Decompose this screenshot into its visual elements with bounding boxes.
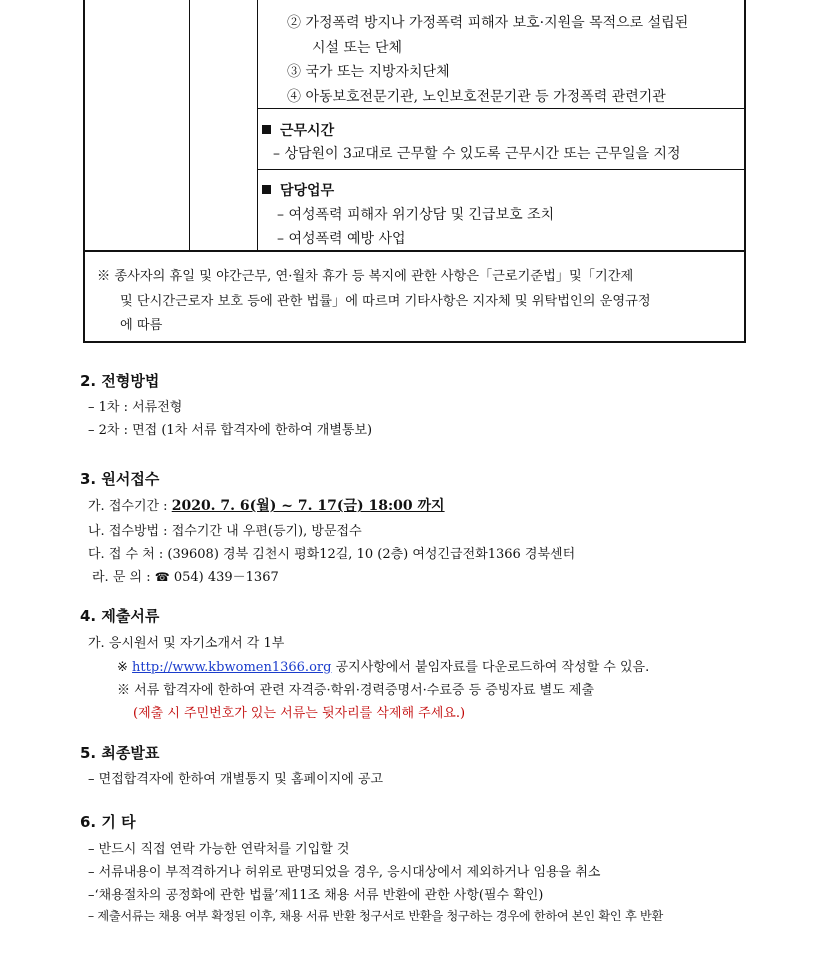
- application-period-label: 가. 접수기간 :: [88, 499, 168, 514]
- section-6-item-2: – 서류내용이 부적격하거나 허위로 판명되었을 경우, 응시대상에서 제외하거나 임용을 취소: [88, 865, 601, 880]
- website-link[interactable]: http://www.kbwomen1366.org: [132, 660, 332, 675]
- section-5-title: 5. 최종발표: [80, 744, 160, 762]
- section-4-note-1: [117, 656, 649, 675]
- section-6-item-3: –‘채용절차의 공정화에 관한 법률’제11조 채용 서류 반환에 관한 사항(필수 확인): [88, 888, 544, 903]
- duties-title: 담당업무: [280, 183, 335, 199]
- application-period: [88, 495, 445, 515]
- section-2-title: 2. 전형방법: [80, 372, 160, 390]
- table-column-divider-1: [189, 0, 190, 250]
- note-1-suffix: 공지사항에서 붙임자료를 다운로드하여 작성할 수 있음.: [335, 660, 650, 675]
- table-column-divider-2: [257, 0, 258, 250]
- section-3-title: 3. 원서접수: [80, 470, 160, 488]
- section-6-item-4: – 제출서류는 채용 여부 확정된 이후, 채용 서류 반환 청구서로 반환을 청구하는 경우에 한하여 본인 확인 후 반환: [88, 909, 663, 923]
- square-bullet-icon: [262, 185, 271, 194]
- application-method: 나. 접수방법 : 접수기간 내 우편(등기), 방문접수: [88, 524, 362, 539]
- phone-icon: ☎: [154, 570, 170, 584]
- duties-heading: [262, 180, 334, 200]
- section-5-item: – 면접합격자에 한하여 개별통지 및 홈페이지에 공고: [88, 772, 384, 787]
- table-note-line-3: 에 따름: [120, 318, 163, 333]
- table-note-line-2: 및 단시간근로자 보호 등에 관한 법률」에 따르며 기타사항은 지자체 및 위탁법인의 운영규정: [120, 294, 651, 309]
- application-address: 다. 접 수 처 : (39608) 경북 김천시 평화12길, 10 (2층) 여성긴급전화1366 경북센터: [88, 547, 576, 562]
- duties-item-2: – 여성폭력 예방 사업: [277, 231, 406, 247]
- table-row-divider-2: [257, 169, 746, 170]
- work-hours-text: – 상담원이 3교대로 근무할 수 있도록 근무시간 또는 근무일을 지정: [273, 146, 681, 162]
- application-period-value: 2020. 7. 6(월) ~ 7. 17(금) 18:00 까지: [171, 498, 445, 514]
- table-note-line-1: ※ 종사자의 휴일 및 야간근무, 연·월차 휴가 등 복지에 관한 사항은「근로기준법」및「기간제: [97, 269, 634, 284]
- org-item-2-cont: 시설 또는 단체: [312, 40, 403, 56]
- section-4-warning: (제출 시 주민번호가 있는 서류는 뒷자리를 삭제해 주세요.): [133, 706, 466, 721]
- table-row-divider-1: [257, 108, 746, 109]
- square-bullet-icon: [262, 125, 271, 134]
- contact-label: 라. 문 의 :: [92, 570, 151, 585]
- work-hours-heading: [262, 120, 334, 140]
- section-4-note-2: ※ 서류 합격자에 한하여 관련 자격증·학위·경력증명서·수료증 등 증빙자료 별도 제출: [117, 683, 595, 698]
- section-4-item: 가. 응시원서 및 자기소개서 각 1부: [88, 636, 285, 651]
- org-item-4: ④ 아동보호전문기관, 노인보호전문기관 등 가정폭력 관련기관: [287, 89, 666, 105]
- contact-value: 054) 439－1367: [173, 570, 279, 585]
- org-item-3: ③ 국가 또는 지방자치단체: [287, 64, 450, 80]
- section-4-title: 4. 제출서류: [80, 607, 160, 625]
- section-2-item-1: – 1차 : 서류전형: [88, 400, 183, 415]
- section-2-item-2: – 2차 : 면접 (1차 서류 합격자에 한하여 개별통보): [88, 423, 373, 438]
- duties-item-1: – 여성폭력 피해자 위기상담 및 긴급보호 조치: [277, 207, 555, 223]
- section-6-item-1: – 반드시 직접 연락 가능한 연락처를 기입할 것: [88, 842, 350, 857]
- note-mark: ※: [117, 660, 128, 675]
- section-6-title: 6. 기 타: [80, 813, 136, 831]
- contact-line: [92, 566, 279, 585]
- table-note-divider: [85, 250, 746, 252]
- work-hours-title: 근무시간: [280, 123, 335, 139]
- org-item-2: ② 가정폭력 방지나 가정폭력 피해자 보호·지원을 목적으로 설립된: [287, 15, 689, 31]
